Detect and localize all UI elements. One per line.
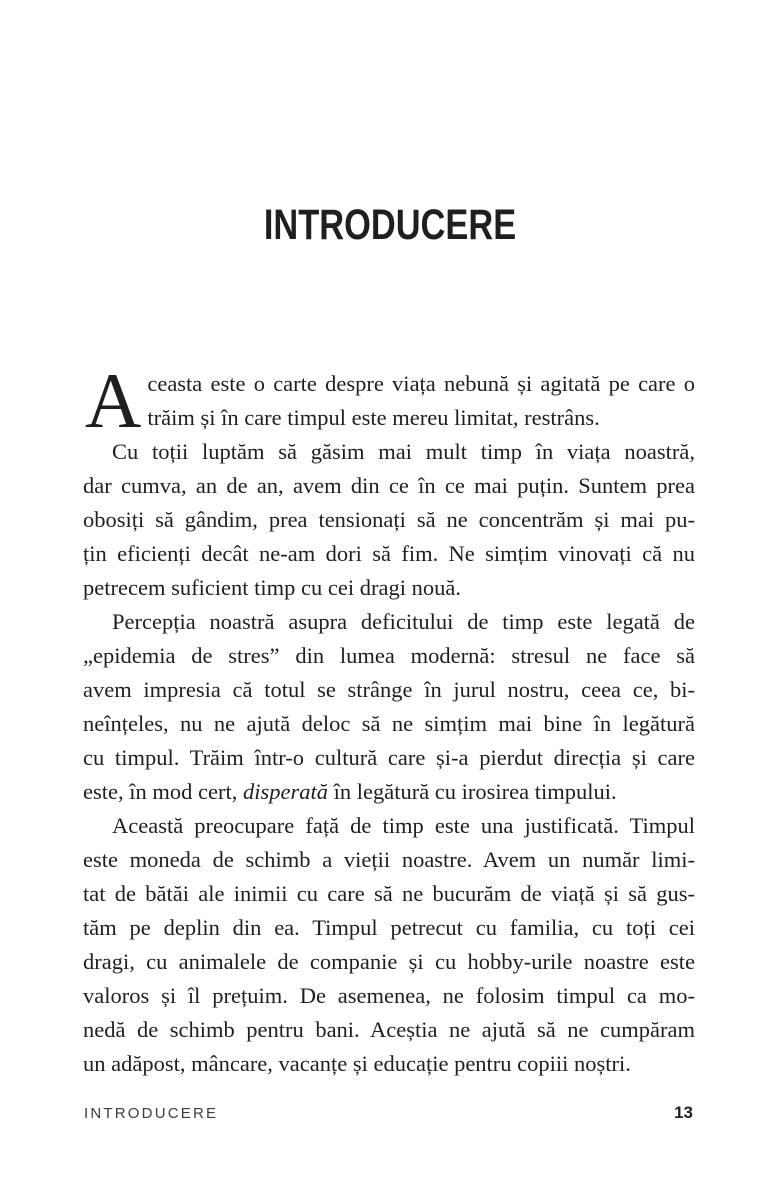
paragraph (83, 357, 695, 444)
page-footer (84, 1103, 693, 1123)
text-line: Cu toții luptăm să găsim mai mult timp în viața noastră, (112, 439, 695, 464)
text-line: dragi, cu animalele de companie și cu hobby-urile noastre este (83, 949, 695, 974)
italic-phrase: disperată (242, 779, 328, 804)
running-header: INTRODUCERE (84, 1105, 219, 1122)
text-line: „epidemia de stres” din lumea modernă: stresul ne face să (83, 643, 695, 668)
text-line: nedă de schimb pentru bani. Aceștia ne ajută să ne cumpăram (83, 1017, 695, 1042)
text-line: trăim și în care timpul este mereu limitat, restrâns. (147, 405, 600, 430)
text-line: obosiți să gândim, prea tensionați să ne concentrăm și mai pu- (83, 507, 695, 532)
text-line: este moneda de schimb a vieții noastre. Avem un număr limi- (83, 847, 695, 872)
text-line: un adăpost, mâncare, vacanțe și educație pentru copiii noștri. (83, 1051, 631, 1076)
paragraph (83, 605, 695, 809)
page-number: 13 (674, 1103, 693, 1122)
text-line: Percepția noastră asupra deficitului de timp este legată de (112, 609, 695, 634)
text-line: cu timpul. Trăim într-o cultură care și-a pierdut direcția și care (83, 745, 695, 770)
paragraph (83, 809, 695, 1081)
drop-cap: A (85, 357, 142, 444)
text-line: valoros și îl prețuim. De asemenea, ne folosim timpul ca mo- (83, 983, 695, 1008)
text-line: tat de bătăi ale inimii cu care să ne bucurăm de viață și să gus- (83, 881, 695, 906)
chapter-title: INTRODUCERE (263, 201, 517, 249)
text-line: este, în mod cert, disperată în legătură cu irosirea timpului. (83, 779, 617, 804)
text-line: Această preocupare față de timp este una justificată. Timpul (112, 813, 695, 838)
text-line: tăm pe deplin din ea. Timpul petrecut cu familia, cu toți cei (83, 915, 695, 940)
text-line: ceasta este o carte despre viața nebună și agitată pe care o (147, 371, 695, 396)
text-line: petrecem suficient timp cu cei dragi nouă. (83, 575, 461, 600)
text-line: neînțeles, nu ne ajută deloc să ne simțim mai bine în legătură (83, 711, 695, 736)
body-text (83, 357, 695, 1081)
paragraph (83, 435, 695, 605)
text-line: avem impresia că totul se strânge în jurul nostru, ceea ce, bi- (83, 677, 695, 702)
text-line: țin eficienți decât ne-am dori să fim. Ne simțim vinovați că nu (83, 541, 695, 566)
text-line: dar cumva, an de an, avem din ce în ce mai puțin. Suntem prea (83, 473, 695, 498)
